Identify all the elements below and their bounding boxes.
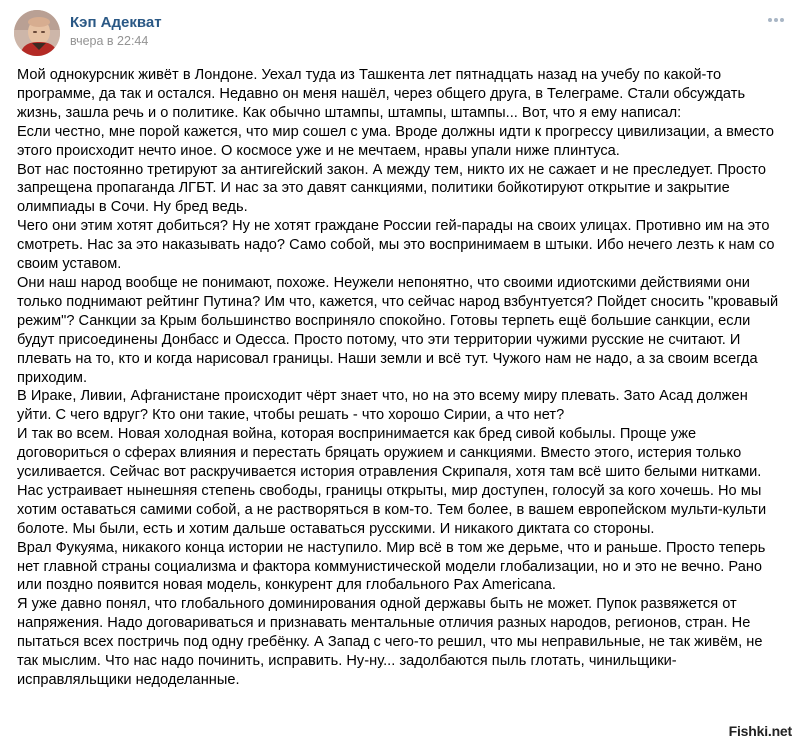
post-paragraph: Нас устраивает нынешняя степень свободы, границы открыты, мир доступен, голосуй за кого хочешь. Но мы хотим оставаться самими собой, а не растворяться в ком-то. Тем более, в вашем европейском мульти-культи болоте. Мы были, есть и хотим дальше оставаться русскими. И никакого диктата со стороны. [17,482,767,537]
author-name[interactable]: Кэп Адекват [70,14,162,31]
post-paragraph: Они наш народ вообще не понимают, похоже. Неужели непонятно, что своими идиотскими действиями они только поднимают рейтинг Путина? Им что, кажется, что сейчас народ взбунтуется? Пойдет сносить "кровавый режим"? Санкции за Крым большинство восприняло спокойно. Готовы терпеть ещё большие санкции, если будут присоединены Донбасс и Одесса. Просто потому, что эти территории чужими русские не считают. И плевать на то, кто и когда нарисовал границы. Наши земли и всё тут. Чужого нам не надо, а за своим всегда приходим. [17,274,779,386]
post-paragraph: Чего они этим хотят добиться? Ну не хотят граждане России гей-парады на своих улицах. Противно им на это смотреть. Нас за это наказывать надо? Само собой, мы это воспринимаем в штыки. Ибо нечего лезть к нам со своим уставом. [17,218,775,273]
post-paragraph: Если честно, мне порой кажется, что мир сошел с ума. Вроде должны идти к прогрессу цивилизации, а вместо этого происходит нечто иное. О космосе уже и не мечтаем, нравы упали ниже плинтуса. [17,123,774,159]
post-paragraph: И так во всем. Новая холодная война, которая воспринимается как бред сивой кобылы. Проще уже договориться о сферах влияния и перестать бряцать оружием и санкциями. Вместо этого, истерия только усиливается. Сейчас вот раскручивается история отравления Скрипаля, хотя там всё шито белыми нитками. [17,426,762,481]
post-paragraph: В Ираке, Ливии, Афганистане происходит чёрт знает что, но на это всему миру плевать. Зато Асад должен уйти. С чего вдруг? Кто они такие, чтобы решать - что хорошо Сирии, а что нет? [17,388,748,424]
avatar-photo-icon [14,10,60,56]
post-paragraph: Мой однокурсник живёт в Лондоне. Уехал туда из Ташкента лет пятнадцать назад на учебу по какой-то программе, да так и остался. Недавно он меня нашёл, через общего друга, в Телеграме. Стали обсуждать жизнь, зашла речь и о политике. Как обычно штампы, штампы, штампы... Вот, что я ему написал: [17,67,746,121]
post-paragraph: Врал Фукуяма, никакого конца истории не наступило. Мир всё в том же дерьме, что и раньше. Просто теперь нет главной страны социализма и фактора коммунистической модели глобализации, но и это не вечно. Рано или поздно появится новая модель, конкурент для глобального Pax Americana. [17,539,766,594]
post-paragraph: Вот нас постоянно третируют за антигейский закон. А между тем, никто их не сажает и не преследует. Просто запрещена пропаганда ЛГБТ. И нас за это давят санкциями, политики бойкотируют открытие и закрытие олимпиады в Сочи. Ну бред ведь. [17,161,767,216]
more-horizontal-icon[interactable] [766,12,786,28]
author-avatar[interactable] [14,10,60,56]
post-header [14,10,786,56]
post-paragraph: Я уже давно понял, что глобального доминирования одной державы быть не может. Пупок развяжется от напряжения. Надо договариваться и признавать ментальные отличия разных народов, регионов, стран. Не пытаться всех постричь под одну гребёнку. А Запад с чего-то решил, что мы неправильные, не так живём, не так мыслим. Что нас надо починить, исправить. Ну-ну... задолбаются пыль глотать, чинильщики-исправляльщики недоделанные. [17,596,763,688]
watermark: Fishki.net [728,723,792,739]
post-timestamp[interactable]: вчера в 22:44 [70,34,149,48]
post-text [17,66,785,690]
